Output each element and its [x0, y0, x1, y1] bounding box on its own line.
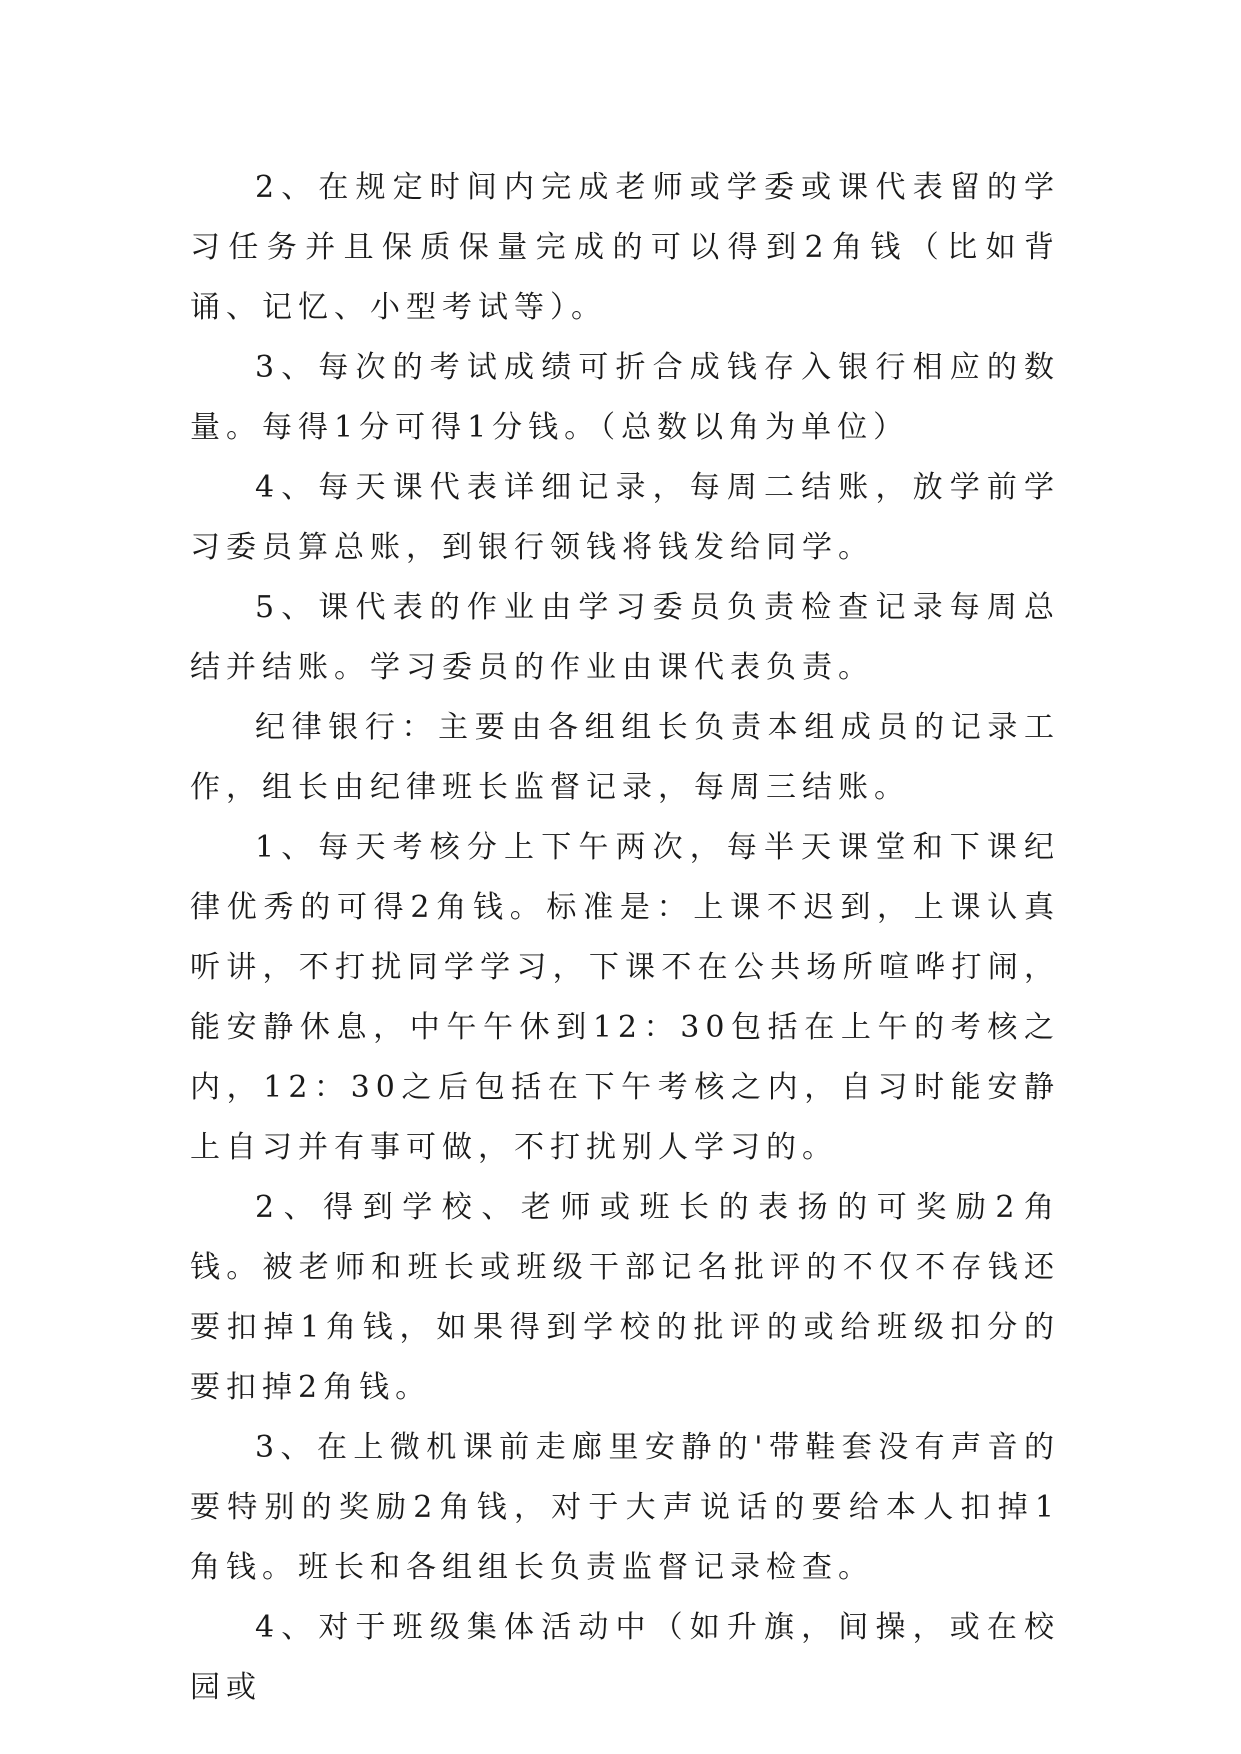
paragraph-praise-criticism: 2、得到学校、老师或班长的表扬的可奖励2角钱。被老师和班长或班级干部记名批评的不仅不存钱还要扣掉1角钱，如果得到学校的批评的或给班级扣分的要扣掉2角钱。 — [190, 1190, 1060, 1405]
paragraph-discipline-bank: 纪律银行：主要由各组组长负责本组成员的记录工作，组长由纪律班长监督记录，每周三结账。 — [190, 710, 1060, 805]
document-body — [190, 158, 1060, 1718]
paragraph-daily-assessment: 1、每天考核分上下午两次，每半天课堂和下课纪律优秀的可得2角钱。标准是：上课不迟到，上课认真听讲，不打扰同学学习，下课不在公共场所喧哗打闹，能安静休息，中午午休到12：30包括在上午的考核之内，12：30之后包括在下午考核之内，自习时能安静上自习并有事可做，不打扰别人学习的。 — [190, 830, 1060, 1165]
paragraph-representative-homework: 5、课代表的作业由学习委员负责检查记录每周总结并结账。学习委员的作业由课代表负责。 — [190, 590, 1060, 685]
paragraph-exam-score-deposit: 3、每次的考试成绩可折合成钱存入银行相应的数量。每得1分可得1分钱。（总数以角为单位） — [190, 350, 1060, 445]
paragraph-daily-record: 4、每天课代表详细记录，每周二结账，放学前学习委员算总账，到银行领钱将钱发给同学。 — [190, 470, 1060, 565]
paragraph-study-task-reward: 2、在规定时间内完成老师或学委或课代表留的学习任务并且保质保量完成的可以得到2角钱（比如背诵、记忆、小型考试等）。 — [190, 170, 1060, 325]
paragraph-computer-class: 3、在上微机课前走廊里安静的'带鞋套没有声音的要特别的奖励2角钱，对于大声说话的要给本人扣掉1角钱。班长和各组组长负责监督记录检查。 — [190, 1430, 1060, 1585]
paragraph-group-activity: 4、对于班级集体活动中（如升旗，间操，或在校园或 — [190, 1610, 1060, 1705]
